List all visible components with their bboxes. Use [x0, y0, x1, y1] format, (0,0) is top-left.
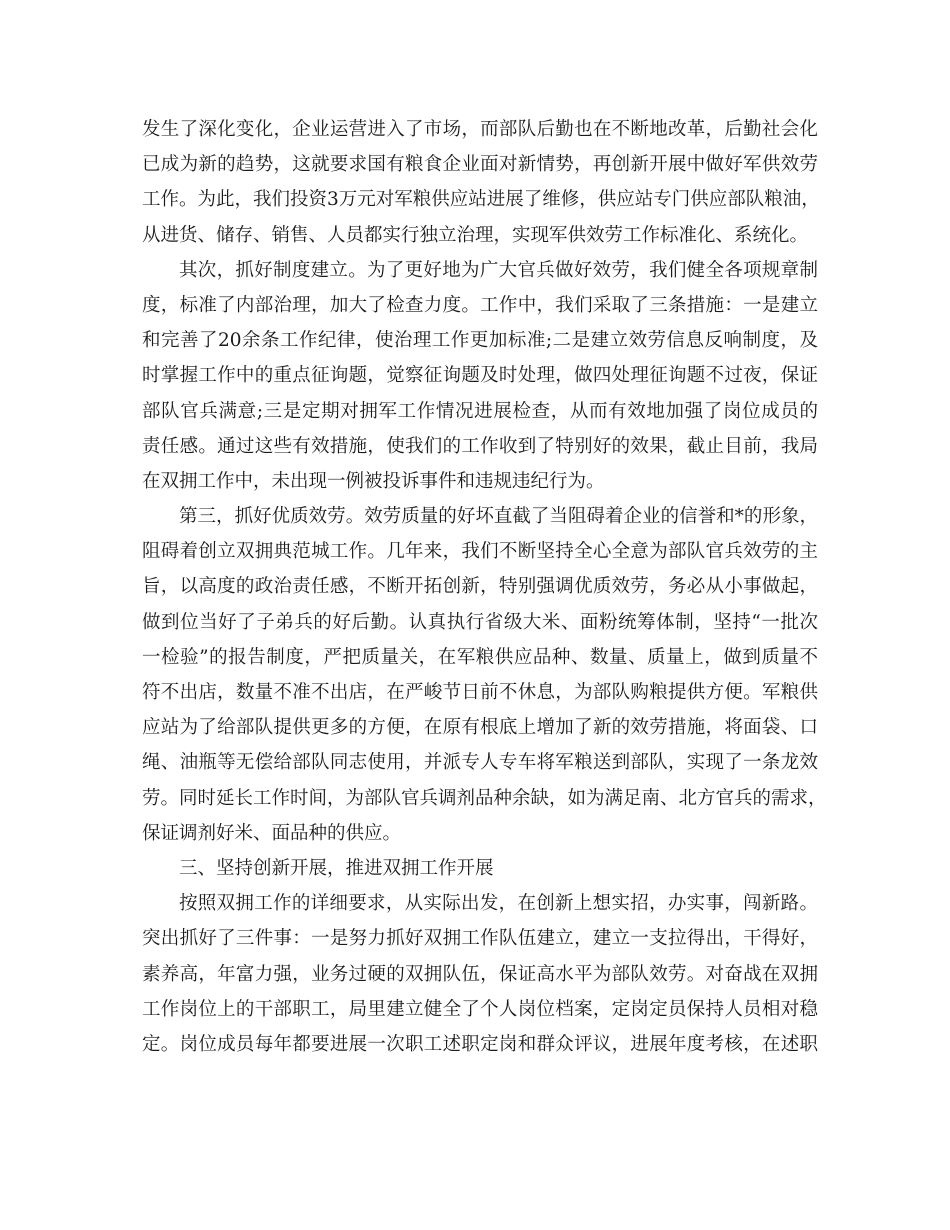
text-line: 责任感。通过这些有效措施，使我们的工作收到了特别好的效果，截止目前，我局 — [142, 435, 818, 457]
text-line: 发生了深化变化，企业运营进入了市场，而部队后勤也在不断地改革，后勤社会化 — [142, 119, 818, 140]
text-line: 绳、油瓶等无偿给部队同志使用，并派专人专车将军粮送到部队，实现了一条龙效 — [142, 752, 818, 774]
text-line: 保证调剂好米、面品种的供应。 — [142, 822, 402, 844]
text-line: 已成为新的趋势，这就要求国有粮食企业面对新情势，再创新开展中做好军供效劳 — [142, 154, 818, 176]
text-line: 按照双拥工作的详细要求，从实际出发，在创新上想实招，办实事，闯新路。 — [179, 893, 818, 915]
text-line: 和完善了20余条工作纪律，使治理工作更加标准;二是建立效劳信息反响制度，及 — [142, 330, 818, 352]
text-line: 应站为了给部队提供更多的方便，在原有根底上增加了新的效劳措施，将面袋、口 — [142, 717, 818, 739]
text-line: 符不出店，数量不准不出店，在严峻节日前不休息，为部队购粮提供方便。军粮供 — [142, 682, 818, 703]
body-text — [142, 112, 827, 1062]
text-line: 部队官兵满意;三是定期对拥军工作情况进展检查，从而有效地加强了岗位成员的 — [142, 400, 818, 422]
text-line: 在双拥工作中，未出现一例被投诉事件和违规违纪行为。 — [142, 470, 605, 492]
text-line: 从进货、储存、销售、人员都实行独立治理，实现军供效劳工作标准化、系统化。 — [142, 224, 809, 246]
text-line: 阻碍着创立双拥典范城工作。几年来，我们不断坚持全心全意为部队官兵效劳的主 — [142, 541, 818, 563]
text-line: 时掌握工作中的重点征询题，觉察征询题及时处理，做四处理征询题不过夜，保证 — [142, 365, 818, 387]
text-line: 旨，以高度的政治责任感，不断开拓创新，特别强调优质效劳，务必从小事做起， — [142, 576, 818, 598]
text-line: 其次，抓好制度建立。为了更好地为广大官兵做好效劳，我们健全各项规章制 — [179, 259, 818, 281]
text-line: 工作岗位上的干部职工，局里建立健全了个人岗位档案，定岗定员保持人员相对稳 — [142, 998, 818, 1020]
text-line: 定。岗位成员每年都要进展一次职工述职定岗和群众评议，进展年度考核，在述职 — [142, 1033, 818, 1055]
text-line: 第三，抓好优质效劳。效劳质量的好坏直截了当阻碍着企业的信誉和*的形象， — [179, 506, 818, 528]
text-line: 一检验”的报告制度，严把质量关，在军粮供应品种、数量、质量上，做到质量不 — [142, 646, 818, 668]
text-line: 突出抓好了三件事：一是努力抓好双拥工作队伍建立，建立一支拉得出，干得好， — [142, 928, 818, 950]
text-line: 做到位当好了子弟兵的好后勤。认真执行省级大米、面粉统筹体制，坚持“一批次 — [142, 611, 818, 633]
text-line: 工作。为此，我们投资3万元对军粮供应站进展了维修，供应站专门供应部队粮油， — [142, 189, 820, 211]
text-line: 素养高，年富力强，业务过硬的双拥队伍，保证高水平为部队效劳。对奋战在双拥 — [142, 963, 818, 985]
text-line: 三、坚持创新开展，推进双拥工作开展 — [179, 857, 494, 879]
text-line: 劳。同时延长工作时间，为部队官兵调剂品种余缺，如为满足南、北方官兵的需求， — [142, 787, 827, 809]
text-line: 度，标准了内部治理，加大了检查力度。工作中，我们采取了三条措施：一是建立 — [142, 294, 818, 316]
